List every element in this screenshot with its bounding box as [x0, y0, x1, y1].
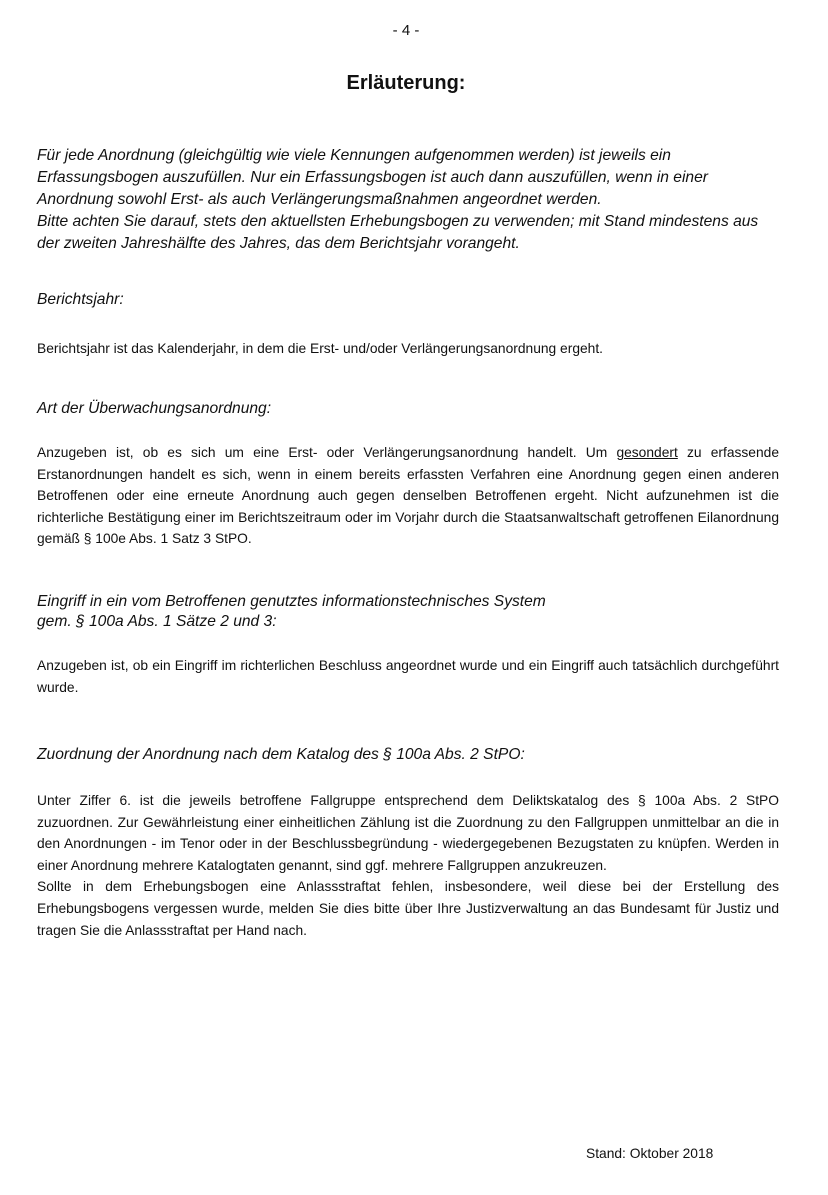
intro-text — [37, 145, 782, 255]
page-title: Erläuterung: — [346, 72, 466, 94]
heading-berichtsjahr: Berichtsjahr: — [37, 291, 124, 308]
heading-eingriff-line-1: Eingriff in ein vom Betroffenen genutztes informationstechnisches System — [37, 593, 546, 610]
footer-stand: Stand: Oktober 2018 — [586, 1146, 714, 1161]
text-zuordnung — [37, 790, 779, 941]
text-berichtsjahr: Berichtsjahr ist das Kalenderjahr, in dem die Erst- und/oder Verlängerungsanordnung ergeht. — [37, 341, 604, 356]
text-art-part-2: zu erfassende Erstanordnungen handelt es sich, wenn in einem bereits erfassten Verfahren eine Anordnung gegen einen anderen Betroffenen oder eine erneute Anordnung auch gegen denselben Betroffenen ergeht. Nicht aufzunehmen ist die richterliche Bestätigung einer im Berichtszeitraum oder im Vorjahr durch die Staatsanwaltschaft getroffenen Eilanordnung gemäß § 100e Abs. 1 Satz 3 StPO. — [37, 445, 779, 547]
intro-paragraph-2: Bitte achten Sie darauf, stets den aktuellsten Erhebungsbogen zu verwenden; mit Stand mindestens aus der zweiten Jahreshälfte des Jahres, das dem Berichtsjahr vorangeht. — [37, 213, 759, 252]
text-zuordnung-paragraph-1: Unter Ziffer 6. ist die jeweils betroffene Fallgruppe entsprechend dem Deliktskatalog des § 100a Abs. 2 StPO zuzuordnen. Zur Gewährleistung einer einheitlichen Zählung ist die Zuordnung zu den Fallgruppen unmittelbar an die in den Anordnungen - im Tenor oder in der Beschlussbegründung - wiedergegebenen Bezugstaten zu knüpfen. Werden in einer Anordnung mehrere Katalogtaten genannt, sind ggf. mehrere Fallgruppen anzukreuzen. — [37, 793, 779, 873]
heading-zuordnung: Zuordnung der Anordnung nach dem Katalog des § 100a Abs. 2 StPO: — [37, 746, 525, 763]
heading-art: Art der Überwachungsanordnung: — [37, 400, 272, 417]
heading-eingriff — [37, 592, 782, 632]
intro-paragraph-1: Für jede Anordnung (gleichgültig wie viele Kennungen aufgenommen werden) ist jeweils ein Erfassungsbogen auszufüllen. Nur ein Erfassungsbogen ist auch dann auszufüllen, wenn in einer Anordnung sowohl Erst- als auch Verlängerungsmaßnahmen angeordnet werden. — [37, 147, 708, 208]
text-art-part-1: Anzugeben ist, ob es sich um eine Erst- oder Verlängerungsanordnung handelt. Um — [37, 445, 617, 460]
text-art-underlined: gesondert — [616, 445, 678, 460]
text-eingriff: Anzugeben ist, ob ein Eingriff im richterlichen Beschluss angeordnet wurde und ein Eingriff auch tatsächlich durchgeführt wurde. — [37, 658, 779, 695]
text-art — [37, 442, 779, 550]
heading-eingriff-line-2: gem. § 100a Abs. 1 Sätze 2 und 3: — [37, 613, 277, 630]
page-number: - 4 - — [392, 22, 420, 39]
text-zuordnung-paragraph-2: Sollte in dem Erhebungsbogen eine Anlassstraftat fehlen, insbesondere, weil diese bei der Erstellung des Erhebungsbogens vergessen wurde, melden Sie dies bitte über Ihre Justizverwaltung an das Bundesamt für Justiz und tragen Sie die Anlassstraftat per Hand nach. — [37, 879, 779, 938]
